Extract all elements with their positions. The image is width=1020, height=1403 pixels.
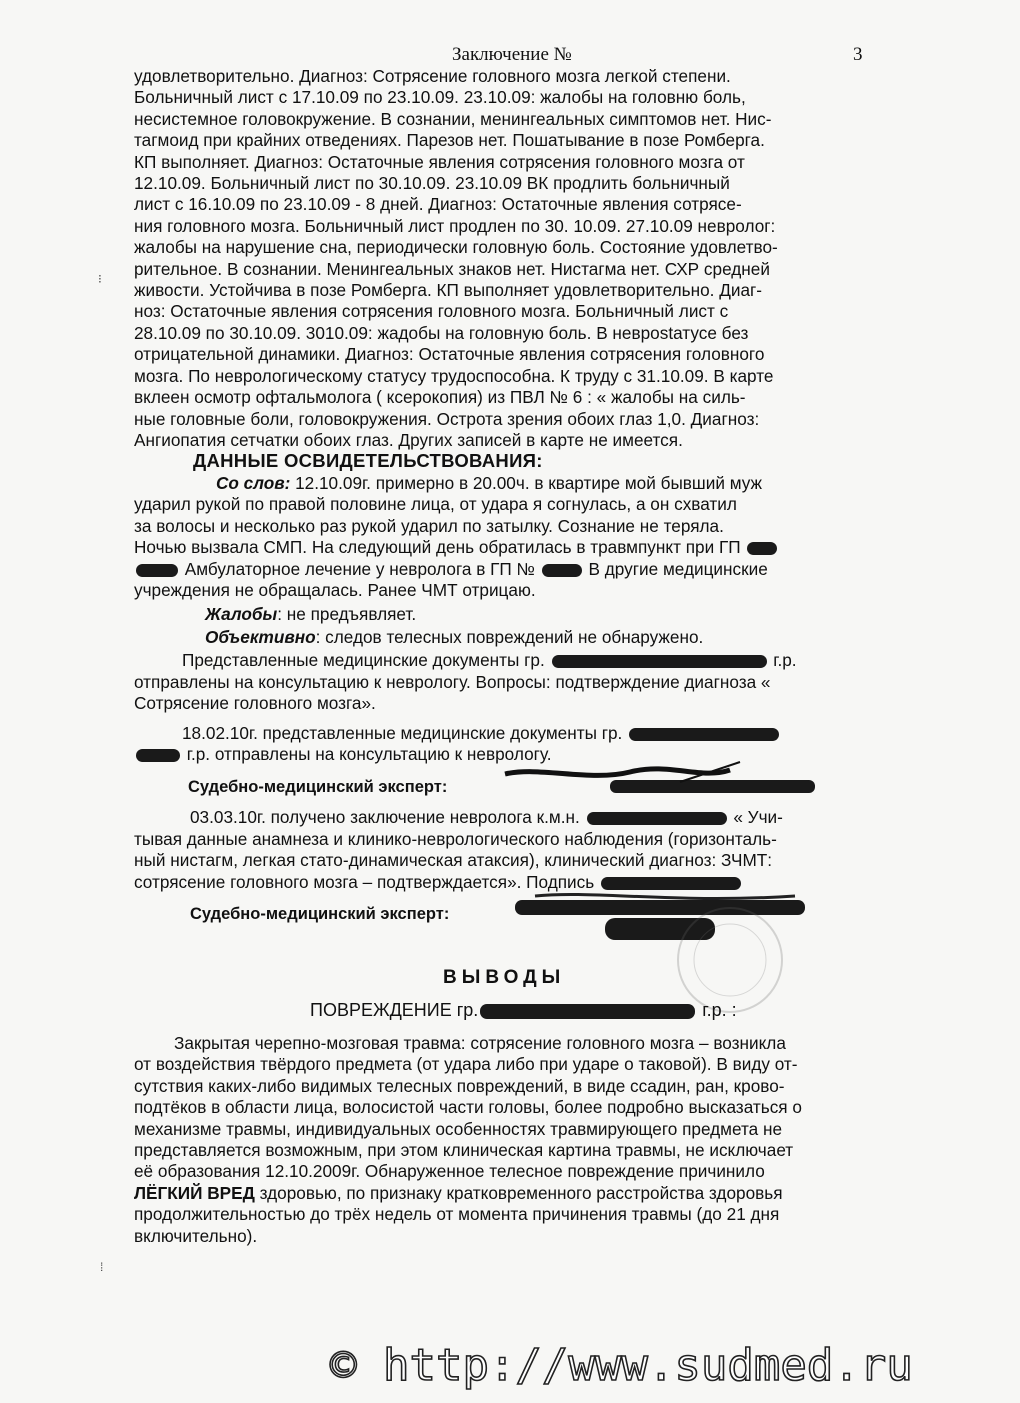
text-line: подтёков в области лица, волосистой части головы, более подробно высказаться о	[134, 1097, 802, 1118]
text-line: КП выполняет. Диагноз: Остаточные явления сотрясения головного мозга от	[134, 151, 745, 172]
text-line: ноз: Остаточные явления сотрясения головного мозга. Больничный лист с	[134, 301, 729, 322]
docs-sent2-line-1: 18.02.10г. представленные медицинские документы гр.	[182, 723, 781, 744]
text-line: 28.10.09 по 30.10.09. 3010.09: жадобы на головную боль. В неврostатусе без	[134, 322, 749, 343]
text-line: механизме травмы, индивидуальных особенностях травмирующего предмета не	[134, 1118, 783, 1139]
text-line: её образования 12.10.2009г. Обнаруженное телесное повреждение причинило	[134, 1161, 765, 1182]
scan-mark: ⁞	[100, 1260, 104, 1274]
text-line: удовлетворительно. Диагноз: Сотрясение головного мозга легкой степени.	[134, 66, 731, 86]
redaction	[542, 564, 582, 577]
watermark-text: © http://www.sudmed.ru	[330, 1340, 913, 1391]
conclusions-title: ВЫВОДЫ	[443, 967, 566, 988]
text-line: продолжительностью до трёх недель от момента причинения травмы (до 21 дня	[134, 1204, 780, 1225]
text-line: 12.10.09. Больничный лист по 30.10.09. 23.10.09 ВК продлить больничный	[134, 173, 730, 194]
neuro-paragraph	[134, 829, 864, 872]
docs-sent-line-3: Сотрясение головного мозга».	[134, 693, 376, 713]
text-line: отрицательной динамики. Диагноз: Остаточные явления сотрясения головного	[134, 344, 765, 365]
text-line: вклеен осмотр офтальмолога ( ксерокопия) из ПВЛ № 6 : « жалобы на силь-	[134, 387, 746, 408]
redaction	[601, 877, 741, 890]
objective-line: Объективно: следов телесных повреждений не обнаружено.	[205, 627, 704, 647]
neuro-line-1: 03.03.10г. получено заключение невролога к.м.н. « Учи-	[190, 807, 783, 827]
text-line: ные головные боли, головокружения. Острота зрения обоих глаз 1,0. Диагноз:	[134, 408, 760, 429]
text-line: тагмоид при крайних отведениях. Парезов нет. Пошатывание в позе Ромберга.	[134, 130, 765, 151]
expert-label-1: Судебно-медицинский эксперт:	[188, 778, 448, 796]
text-line: сутствия каких-либо видимых телесных повреждений, в виде ссадин, ран, крово-	[134, 1075, 785, 1096]
redaction	[629, 728, 779, 741]
text-line: мозга. По неврологическому статусу трудоспособна. К труду с 31.10.09. В карте	[134, 365, 774, 386]
text-line: рительное. В сознании. Менингеальных знаков нет. Нистагма нет. СХР средней	[134, 258, 770, 279]
text-line: учреждения не обращалась. Ранее ЧМТ отрицаю.	[134, 580, 536, 601]
page-number: 3	[853, 44, 863, 65]
text-line: за волосы и несколько раз рукой ударил по затылку. Сознание не теряла.	[134, 515, 724, 536]
scan-mark: ⁝	[98, 272, 102, 286]
docs-sent-line-2: отправлены на консультацию к неврологу. Вопросы: подтверждение диагноза «	[134, 672, 771, 692]
neuro-last-line: сотрясение головного мозга – подтверждается». Подпись	[134, 872, 743, 893]
text-line: лист с 16.10.09 по 23.10.09 - 8 дней. Диагноз: Остаточные явления сотрясе-	[134, 194, 742, 215]
conclusions-paragraph	[134, 1033, 864, 1247]
history-paragraph	[134, 66, 864, 451]
statement-label: Со слов:	[216, 473, 291, 493]
redaction	[552, 655, 767, 668]
docs-sent2-line-2: г.р. отправлены на консультацию к неврологу.	[134, 744, 552, 765]
text-line: жалобы на нарушение сна, периодически головную боль. Состояние удовлетво-	[134, 237, 778, 258]
harm-degree: ЛЁГКИЙ ВРЕД	[134, 1182, 255, 1203]
text-line: Ночью вызвала СМП. На следующий день обратилась в травмпункт при ГП	[134, 537, 864, 558]
redaction	[136, 564, 178, 577]
redaction	[747, 542, 777, 555]
redaction	[480, 1004, 695, 1019]
statement-first-line: Со слов: 12.10.09г. примерно в 20.00ч. в квартире мой бывший муж	[216, 473, 762, 493]
text-line: представляется возможным, при этом клиническая картина травмы, не исключает	[134, 1140, 794, 1161]
injury-title: ПОВРЕЖДЕНИЕ гр. г.р. :	[310, 1000, 737, 1020]
text-line: Амбулаторное лечение у невролога в ГП № В другие медицинские	[134, 559, 864, 580]
redaction	[587, 812, 727, 825]
complaints-line: Жалобы: не предъявляет.	[205, 604, 417, 624]
page-header-title: Заключение №	[452, 44, 572, 65]
patient-statement	[134, 473, 864, 601]
docs-sent-line-1: Представленные медицинские документы гр. г.р.	[182, 650, 797, 670]
redaction	[136, 749, 180, 762]
text-line: ный нистагм, легкая стато-динамическая атаксия), клинический диагноз: ЗЧМТ:	[134, 850, 773, 871]
text-line: живости. Устойчива в позе Ромберга. КП выполняет удовлетворительно. Диаг-	[134, 280, 763, 301]
text-line: ударил рукой по правой половине лица, от удара я согнулась, а он схватил	[134, 494, 737, 515]
text-line: несистемное головокружение. В сознании, менингеальных симптомов нет. Нис-	[134, 108, 772, 129]
text-line: Больничный лист с 17.10.09 по 23.10.09. 23.10.09: жалобы на головню боль,	[134, 87, 746, 108]
exam-section-title: ДАННЫЕ ОСВИДЕТЕЛЬСТВОВАНИЯ:	[193, 450, 543, 471]
text-line: от воздействия твёрдого предмета (от удара либо при ударе о таковой). В виду от-	[134, 1054, 798, 1075]
text-line: включительно).	[134, 1225, 258, 1246]
text-line: ЛЁГКИЙ ВРЕД здоровью, по признаку кратковременного расстройства здоровья	[134, 1182, 783, 1203]
expert-label-2: Судебно-медицинский эксперт:	[190, 905, 450, 923]
text-line: Закрытая черепно-мозговая травма: сотрясение головного мозга – возникла	[174, 1033, 786, 1053]
text-line: Ангиопатия сетчатки обоих глаз. Других записей в карте не имеется.	[134, 429, 683, 450]
text-line: тывая данные анамнеза и клинико-неврологического наблюдения (горизонталь-	[134, 829, 777, 849]
signature-scribble	[500, 760, 820, 800]
text-line: ния головного мозга. Больничный лист продлен по 30. 10.09. 27.10.09 невролог:	[134, 215, 776, 236]
